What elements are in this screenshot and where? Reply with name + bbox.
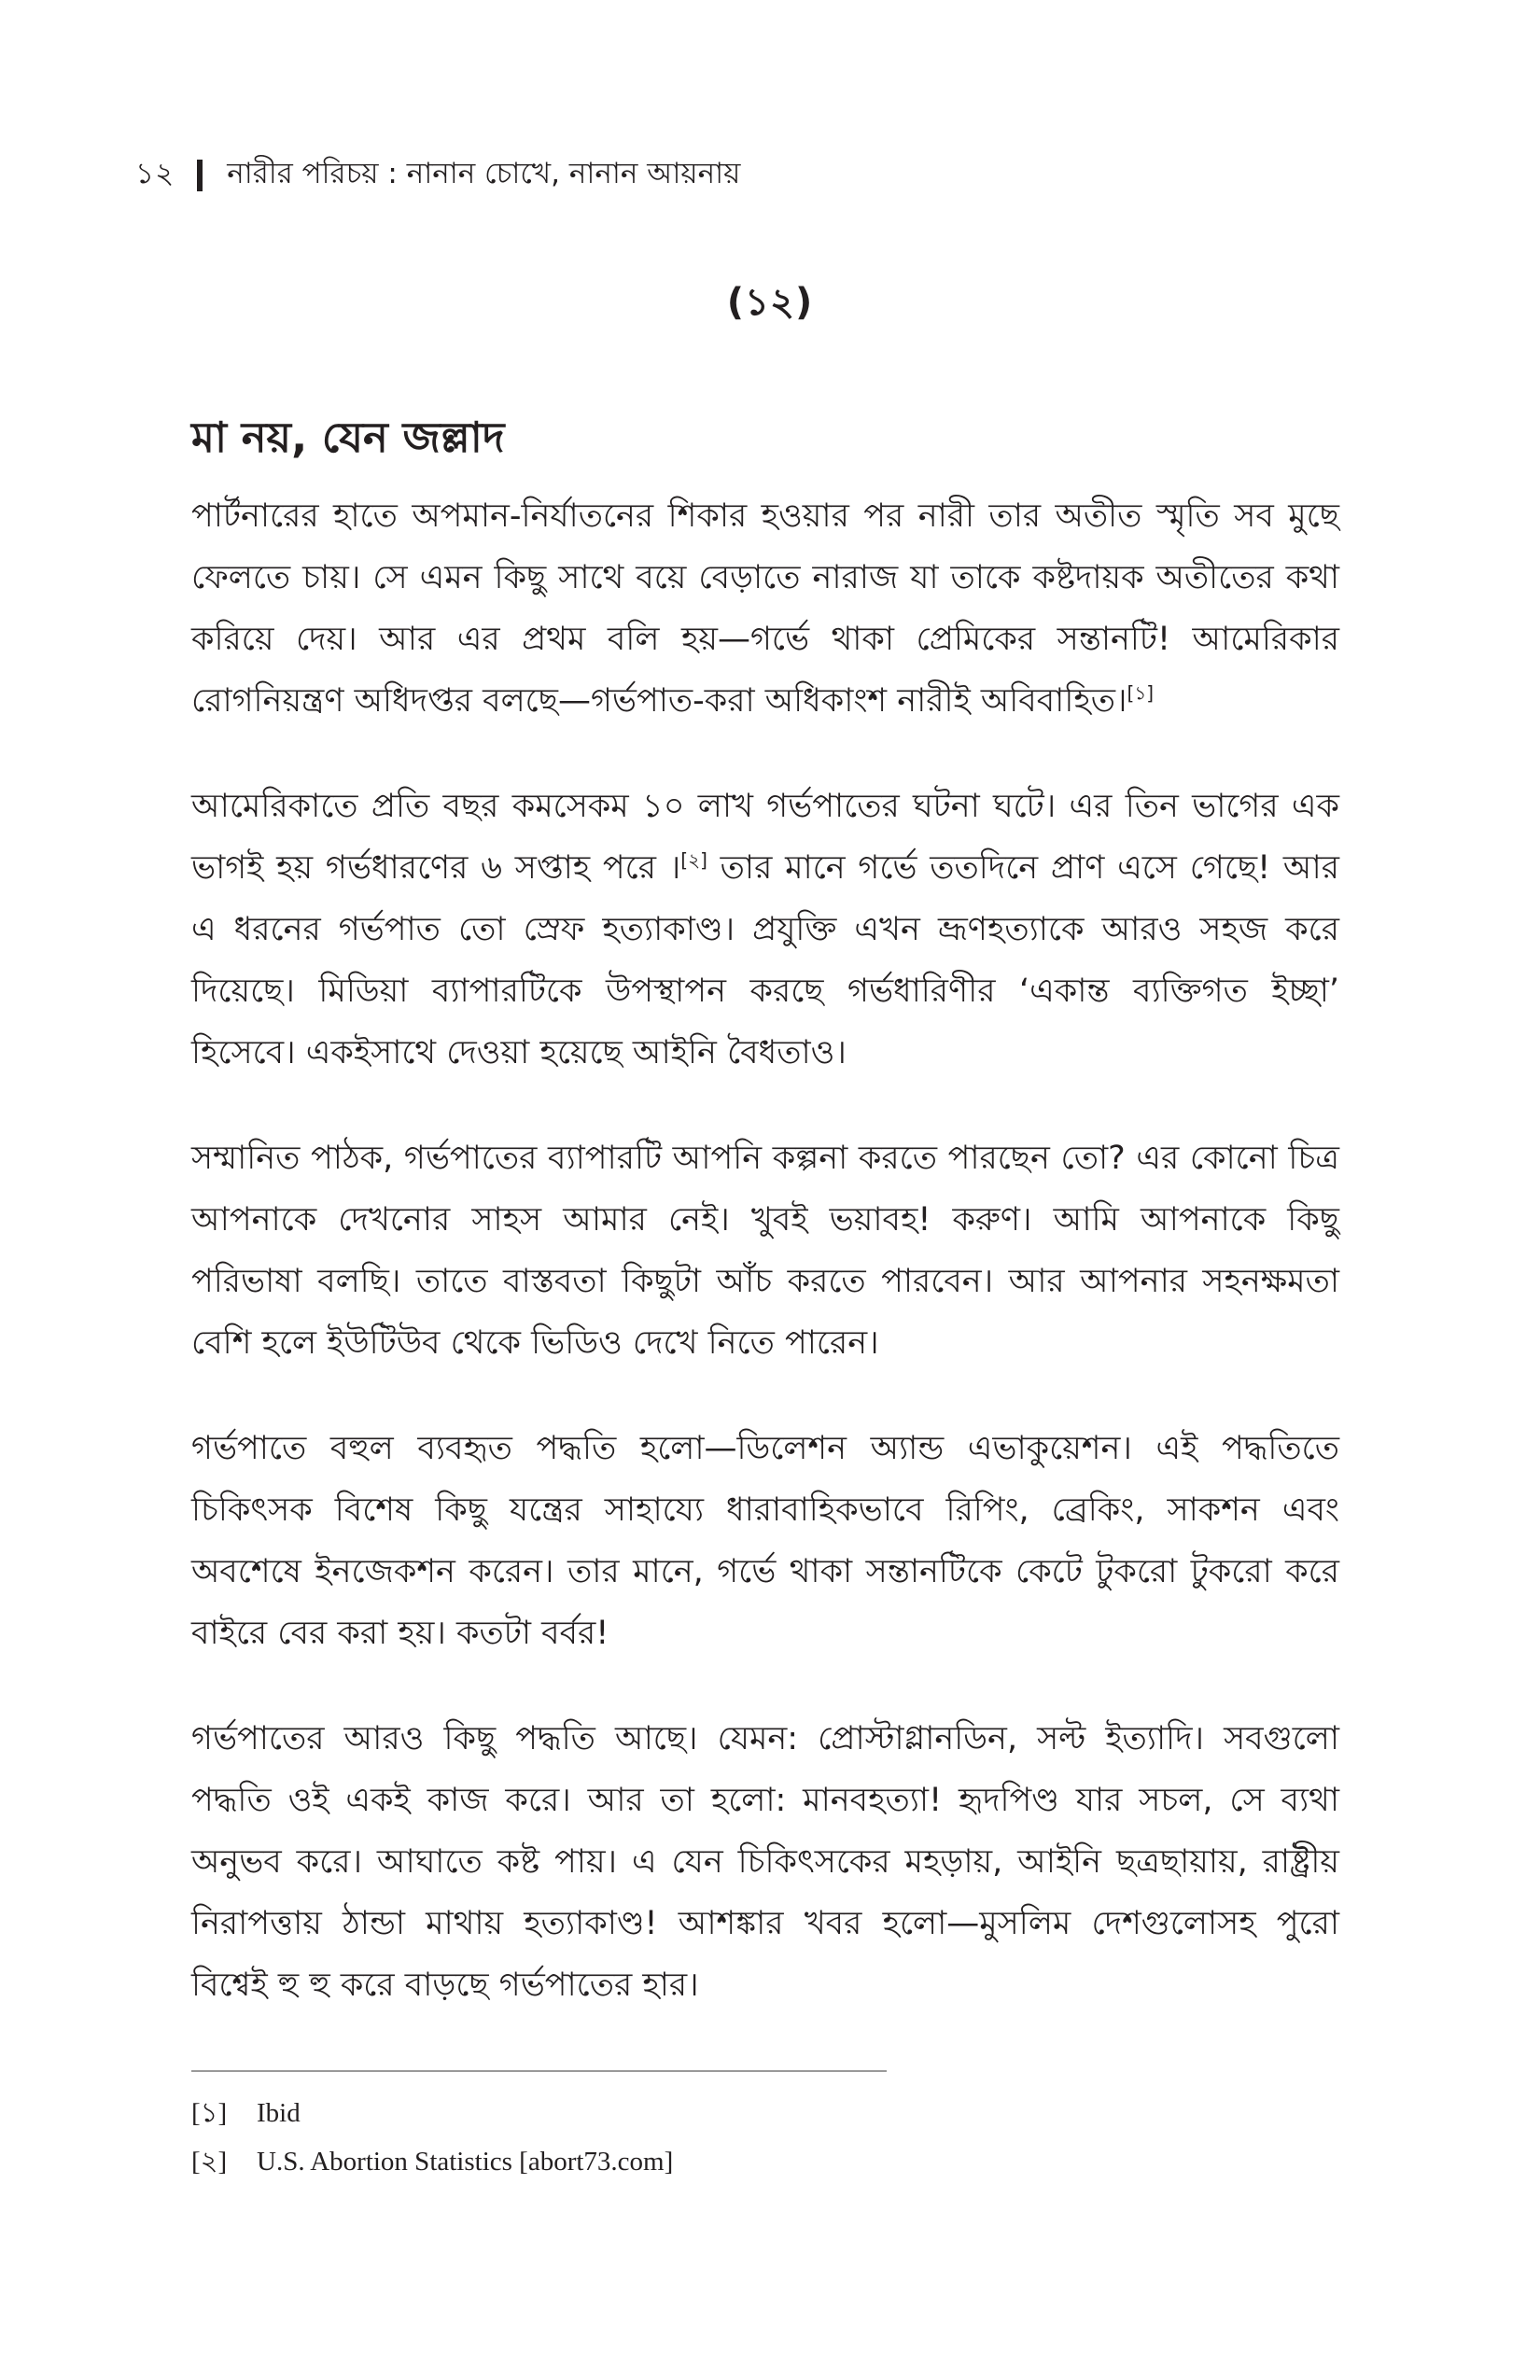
- footnote-marker: [২]: [191, 2147, 228, 2177]
- paragraph: [191, 1127, 1339, 1374]
- paragraph-text: গর্ভপাতে বহুল ব্যবহৃত পদ্ধতি হলো—ডিলেশন অ্যান্ড এভাকুয়েশন। এই পদ্ধতিতে চিকিৎসক বিশেষ কিছু যন্ত্রের সাহায্যে ধারাবাহিকভাবে রিপিং, ব্রেকিং, সাকশন এবং অবশেষে ইনজেকশন করেন। তার মানে, গর্ভে থাকা সন্তানটিকে কেটে টুকরো টুকরো করে বাইরে বের করা হয়। কতটা বর্বর!: [191, 1430, 1339, 1652]
- footnote-reference[interactable]: [২]: [680, 848, 707, 872]
- paragraph-text: পার্টনারের হাতে অপমান-নির্যাতনের শিকার হওয়ার পর নারী তার অতীত স্মৃতি সব মুছে ফেলতে চায়। সে এমন কিছু সাথে বয়ে বেড়াতে নারাজ যা তাকে কষ্টদায়ক অতীতের কথা করিয়ে দেয়। আর এর প্রথম বলি হয়—গর্ভে থাকা প্রেমিকের সন্তানটি! আমেরিকার রোগনিয়ন্ত্রণ অধিদপ্তর বলছে—গর্ভপাত-করা অধিকাংশ নারীই অবিবাহিত।: [191, 497, 1339, 720]
- chapter-number: (১২): [726, 281, 814, 324]
- paragraph: [191, 485, 1339, 732]
- footnote-text: Ibid: [257, 2098, 301, 2128]
- paragraph: [191, 1418, 1339, 1664]
- running-head: [135, 149, 740, 202]
- body-text: [191, 485, 1339, 2060]
- page-number: ১২: [135, 157, 175, 190]
- footnote-reference[interactable]: [১]: [1127, 681, 1155, 705]
- footnote-marker: [১]: [191, 2098, 228, 2128]
- footnotes: [191, 2089, 673, 2186]
- footnote-item: [191, 2089, 673, 2137]
- section-title: মা নয়, যেন জল্লাদ: [191, 413, 505, 462]
- paragraph-text: সম্মানিত পাঠক, গর্ভপাতের ব্যাপারটি আপনি কল্পনা করতে পারছেন তো? এর কোনো চিত্র আপনাকে দেখনোর সাহস আমার নেই। খুবই ভয়াবহ! করুণ। আমি আপনাকে কিছু পরিভাষা বলছি। তাতে বাস্তবতা কিছুটা আঁচ করতে পারবেন। আর আপনার সহনক্ষমতা বেশি হলে ইউটিউব থেকে ভিডিও দেখে নিতে পারেন।: [191, 1140, 1339, 1362]
- footnote-item: [191, 2137, 673, 2186]
- paragraph-text: গর্ভপাতের আরও কিছু পদ্ধতি আছে। যেমন: প্রোস্টাগ্লানডিন, সল্ট ইত্যাদি। সবগুলো পদ্ধতি ওই একই কাজ করে। আর তা হলো: মানবহত্যা! হৃদপিণ্ড যার সচল, সে ব্যথা অনুভব করে। আঘাতে কষ্ট পায়। এ যেন চিকিৎসকের মহড়ায়, আইনি ছত্রছায়ায়, রাষ্ট্রীয় নিরাপত্তায় ঠান্ডা মাথায় হত্যাকাণ্ড! আশঙ্কার খবর হলো—মুসলিম দেশগুলোসহ পুরো বিশ্বেই হু হু করে বাড়ছে গর্ভপাতের হার।: [191, 1720, 1339, 2004]
- footnote-text: U.S. Abortion Statistics [abort73.com]: [257, 2147, 674, 2177]
- header-divider: [197, 160, 203, 191]
- footnote-separator: [191, 2070, 887, 2072]
- paragraph-text-continued: তার মানে গর্ভে ততদিনে প্রাণ এসে গেছে! আর এ ধরনের গর্ভপাত তো স্রেফ হত্যাকাণ্ড। প্রযুক্তি এখন ভ্রূণহত্যাকে আরও সহজ করে দিয়েছে। মিডিয়া ব্যাপারটিকে উপস্থাপন করছে গর্ভধারিণীর ‘একান্ত ব্যক্তিগত ইচ্ছা’ হিসেবে। একইসাথে দেওয়া হয়েছে আইনি বৈধতাও।: [191, 849, 1339, 1071]
- paragraph-text: আমেরিকাতে প্রতি বছর কমসেকম ১০ লাখ গর্ভপাতের ঘটনা ঘটে। এর তিন ভাগের এক ভাগই হয় গর্ভধারণের ৬ সপ্তাহ পরে ।: [191, 788, 1339, 887]
- paragraph: [191, 776, 1339, 1084]
- paragraph: [191, 1708, 1339, 2016]
- book-title: নারীর পরিচয় : নানান চোখে, নানান আয়নায়: [227, 157, 741, 190]
